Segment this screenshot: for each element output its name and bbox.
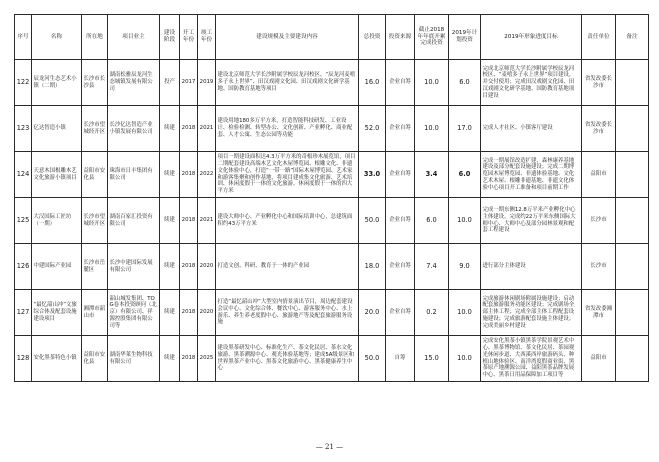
cell-location: 长沙市岳麓区: [82, 244, 108, 290]
cell-owner: 湖南百家汇投资有限公司: [108, 198, 160, 244]
cell-name: 安化黑茶特色小镇: [32, 336, 82, 382]
cell-source: 企业自筹: [386, 152, 415, 198]
cell-cum-invest: 6.0: [415, 198, 449, 244]
cell-location: 长沙市望城经开区: [82, 106, 108, 152]
cell-resp-unit: 长沙市: [582, 198, 616, 244]
cell-name: 大汉国际工匠坊（一期）: [32, 198, 82, 244]
cell-owner: 长沙中建国际发展有限公司: [108, 244, 160, 290]
table-header-row: [15, 15, 649, 60]
cell-plan-2019: 9.0: [449, 244, 481, 290]
table-row: [15, 336, 649, 382]
table-row: [15, 244, 649, 290]
cell-end-year: 2020: [198, 290, 216, 336]
cell-resp-unit: 益阳市: [582, 336, 616, 382]
cell-seq: 122: [15, 60, 32, 106]
cell-end-year: 2020: [198, 244, 216, 290]
header-goal-2019: 2019年形象进度目标: [481, 15, 582, 60]
cell-seq: 126: [15, 244, 32, 290]
cell-end-year: 2021: [198, 106, 216, 152]
cell-source: 企业自筹: [386, 60, 415, 106]
cell-scale: 项目一期建设面积达4.3万平方米的奇根珍木展览馆，项目二期配套建设高端木艺文化木屋博览园、根雕文化、非遗文化体验中心，打造“一带一路”国际木屋博览园、艺术家和游客集聚和创作基地，将项目建成集文化旅游、艺术培训、休闲度假于一体的文化旅游、休闲度假于一体的四大平方米: [216, 152, 359, 198]
cell-goal-2019: 完成人才社区、小镇客厅建设: [481, 106, 582, 152]
cell-plan-2019: 10.0: [449, 290, 481, 336]
cell-total-invest: 52.0: [359, 106, 386, 152]
cell-scale: 建设用地180多万平方米，打造智能科技研发、工业设计、检验检测、转型办公、文化创新、产业孵化、商业配套、人才公寓、生态公园等功能: [216, 106, 359, 152]
cell-cum-invest: 0.2: [415, 290, 449, 336]
cell-scale: 打造文创、科研、教育于一体的产业园: [216, 244, 359, 290]
cell-cum-invest: 15.0: [415, 336, 449, 382]
cell-start-year: 2017: [180, 60, 198, 106]
cell-plan-2019: 10.0: [449, 336, 481, 382]
cell-owner: 长沙亿达智造产业小镇发展有限公司: [108, 106, 160, 152]
cell-start-year: 2018: [180, 290, 198, 336]
cell-remark: [616, 198, 649, 244]
cell-name: 天意木国根雕木艺文化旅游小镇项目: [32, 152, 82, 198]
cell-plan-2019: 6.0: [449, 152, 481, 198]
cell-source: 企业自筹: [386, 198, 415, 244]
page-number: — 21 —: [315, 443, 344, 451]
cell-source: 企业自筹: [386, 244, 415, 290]
cell-owner: 珠海市日丰集团有限公司: [108, 152, 160, 198]
cell-total-invest: 50.0: [359, 336, 386, 382]
header-plan-2019: 2019年计划投资: [449, 15, 481, 60]
cell-end-year: 2025: [198, 336, 216, 382]
cell-seq: 124: [15, 152, 32, 198]
cell-cum-invest: 3.4: [415, 152, 449, 198]
cell-location: 益阳市安化县: [82, 336, 108, 382]
cell-stage: 续建: [160, 290, 180, 336]
cell-total-invest: 20.0: [359, 290, 386, 336]
cell-remark: [616, 152, 649, 198]
header-remark: 备注: [616, 15, 649, 60]
cell-start-year: 2018: [180, 152, 198, 198]
header-end-year: 竣工年份: [198, 15, 216, 60]
cell-resp-unit: 省发改委长沙市: [582, 106, 616, 152]
cell-name: 辰龙河生态艺术小镇（二期）: [32, 60, 82, 106]
cell-location: 长沙市长沙县: [82, 60, 108, 106]
cell-start-year: 2018: [180, 106, 198, 152]
cell-source: 自筹: [386, 336, 415, 382]
cell-cum-invest: 10.0: [415, 60, 449, 106]
cell-total-invest: 50.0: [359, 198, 386, 244]
cell-owner: 湖南华莱生物科技有限公司: [108, 336, 160, 382]
cell-total-invest: 33.0: [359, 152, 386, 198]
cell-location: 湘潭市韶山市: [82, 290, 108, 336]
cell-cum-invest: 7.4: [415, 244, 449, 290]
cell-resp-unit: 益阳市: [582, 152, 616, 198]
header-resp-unit: 责任单位: [582, 15, 616, 60]
header-scale: 建设规模及主要建设内容: [216, 15, 359, 60]
cell-seq: 128: [15, 336, 32, 382]
cell-stage: 投产: [160, 60, 180, 106]
cell-goal-2019: 完成北京师范大学长沙附属学校辰龙河校区、“麦嘻多子永上世界”项目建设，并交付使用；完成田汉戏剧文化园、田汉戏剧文化研学基地、国防教育基地项目建设: [481, 60, 582, 106]
cell-remark: [616, 60, 649, 106]
cell-stage: 续建: [160, 152, 180, 198]
cell-total-invest: 18.0: [359, 244, 386, 290]
cell-name: “最忆韶山冲”文旅综合体及配套设施建设项目: [32, 290, 82, 336]
cell-goal-2019: 进行部分主体建设: [481, 244, 582, 290]
cell-scale: 建设北京师范大学长沙附属学校辰龙河校区、“辰龙河麦嘻多子永上世界”、田汉戏剧文化园、田汉戏剧文化研学基地、国防教育基地等项目: [216, 60, 359, 106]
cell-goal-2019: 完成安化黑茶小镇黑茶学院景观艺术中心、黑茶博物馆、茶文化民居、茶园观光休闲步道、大西溪西岸旅游码头、种植山地体验区、南洋湾度假商业街、黑茶原产地溯源公园、益阳黑茶品牌发展中心、黑茶日用品保障加工项目等: [481, 336, 582, 382]
project-table: [14, 14, 649, 382]
cell-remark: [616, 244, 649, 290]
cell-end-year: 2021: [198, 198, 216, 244]
header-name: 名称: [32, 15, 82, 60]
cell-start-year: 2018: [180, 244, 198, 290]
cell-resp-unit: 省发改委长沙市: [582, 60, 616, 106]
header-total-invest: 总投资: [359, 15, 386, 60]
header-cum-invest: 截止2018年年底开累完成投资: [415, 15, 449, 60]
cell-stage: 续建: [160, 198, 180, 244]
cell-stage: 续建: [160, 336, 180, 382]
cell-stage: 续建: [160, 244, 180, 290]
cell-end-year: 2022: [198, 152, 216, 198]
cell-end-year: 2019: [198, 60, 216, 106]
table-row: [15, 106, 649, 152]
header-source: 投资来源: [386, 15, 415, 60]
cell-plan-2019: 6.0: [449, 60, 481, 106]
cell-seq: 127: [15, 290, 32, 336]
cell-name: 亿达智造小镇: [32, 106, 82, 152]
cell-seq: 125: [15, 198, 32, 244]
table-row: [15, 290, 649, 336]
cell-location: 益阳市安化县: [82, 152, 108, 198]
cell-owner: 湖南松雅辰龙河生态城镇发展有限公司: [108, 60, 160, 106]
cell-resp-unit: 省发改委湘潭市: [582, 290, 616, 336]
cell-start-year: 2018: [180, 198, 198, 244]
cell-start-year: 2018: [180, 336, 198, 382]
cell-seq: 123: [15, 106, 32, 152]
project-table-sheet: [14, 14, 648, 382]
cell-cum-invest: 10.0: [415, 106, 449, 152]
cell-scale: 建设大师中心、产业孵化中心和国际培训中心，总建筑面积约43万平方米: [216, 198, 359, 244]
table-row: [15, 198, 649, 244]
header-location: 所在地: [82, 15, 108, 60]
header-owner: 项目业主: [108, 15, 160, 60]
cell-plan-2019: 17.0: [449, 106, 481, 152]
cell-resp-unit: 长沙市: [582, 244, 616, 290]
cell-plan-2019: 10.0: [449, 198, 481, 244]
header-seq: 序号: [15, 15, 32, 60]
cell-goal-2019: 完成一期展馆改造扩建，森林康养基地建设及部分配套设施建设；完成二期博览园木屋博览园、非遗体验基地、文化艺术木屋、根雕非遗基地、非遗文化体验中心项目开工准备和项目前期工作: [481, 152, 582, 198]
header-start-year: 开工年份: [180, 15, 198, 60]
cell-remark: [616, 336, 649, 382]
cell-stage: 续建: [160, 106, 180, 152]
cell-owner: 韶山城发集团、TOG卷本投资顾问（北京）有限公司、祥源控股集团有限公司等: [108, 290, 160, 336]
cell-scale: 建设黑茶研发中心、标准化生产、茶文化民居、茶水文化旅游、黑茶溯源中心、观光体验基地等；建成5A级景区和世界黑茶产业中心、黑茶文化旅游中心、黑茶健康养生中心: [216, 336, 359, 382]
cell-location: 长沙市望城经开区: [82, 198, 108, 244]
cell-total-invest: 16.0: [359, 60, 386, 106]
cell-goal-2019: 完成一期东侧12.8万平米产业孵化中心主体建设，完成约22万平米东侧国际大师中心、大师中心及部分园林景观和配套工程建设: [481, 198, 582, 244]
cell-remark: [616, 106, 649, 152]
table-row: [15, 60, 649, 106]
cell-source: 企业自筹: [386, 290, 415, 336]
cell-source: 企业自筹: [386, 106, 415, 152]
cell-name: 中建国际产业园: [32, 244, 82, 290]
table-row: [15, 152, 649, 198]
cell-goal-2019: 完成旅游休闲剧场附属设施建设；启动配套旅游服务功能区建设；完成剧场全部主体工程；完成全部主体工程配套设施建设；完成旅游配套设施主体建设；完成美丽乡村建设: [481, 290, 582, 336]
cell-remark: [616, 290, 649, 336]
cell-scale: 打造“最忆韶山冲”大型室内情景演出节目，周边配套建设会议中心、文化综合体、餐饮中心、游客服务中心、水上游乐、养生养老度假中心、旅游地产等及配套旅游服务设施: [216, 290, 359, 336]
header-stage: 建设阶段: [160, 15, 180, 60]
